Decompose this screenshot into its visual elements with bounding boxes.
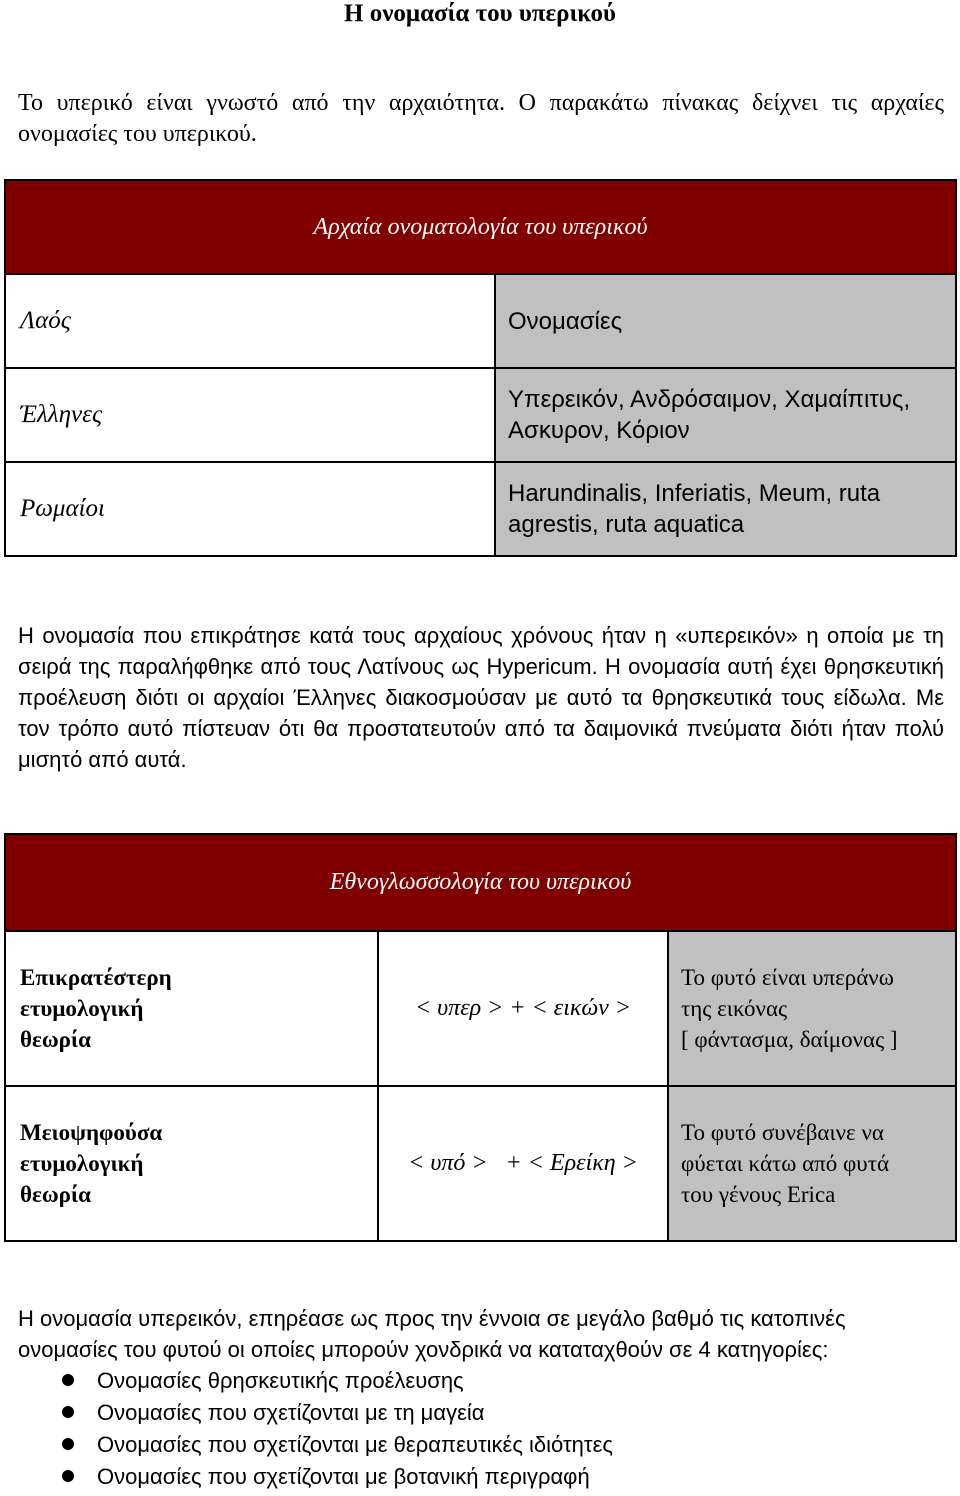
table-row xyxy=(5,931,956,1086)
formula-cell: < υπερ > + < εικών > xyxy=(378,931,668,1086)
list-item xyxy=(18,1461,944,1493)
names-cell xyxy=(495,368,956,462)
theory-cell xyxy=(5,931,378,1086)
theory-line: θεωρία xyxy=(20,1182,91,1207)
bullet-icon xyxy=(62,1438,74,1450)
table-row xyxy=(5,368,956,462)
names-line: Ασκυρον, Κόριον xyxy=(508,417,690,444)
table-row xyxy=(5,1086,956,1241)
intro-paragraph: Το υπερικό είναι γνωστό από την αρχαιότητα. Ο παρακάτω πίνακας δείχνει τις αρχαίες ονομασίες του υπερικού. xyxy=(18,90,944,147)
list-item xyxy=(18,1365,944,1397)
meaning-line: Το φυτό είναι υπεράνω xyxy=(681,965,894,990)
theory-line: Μειοψηφούσα xyxy=(20,1120,163,1145)
list-item-label: Ονομασίες που σχετίζονται με βοτανική περιγραφή xyxy=(97,1464,590,1489)
meaning-line: φύεται κάτω από φυτά xyxy=(681,1151,889,1176)
names-line: Harundinalis, Inferiatis, Meum, ruta xyxy=(508,480,881,507)
theory-line: θεωρία xyxy=(20,1027,91,1052)
meaning-cell xyxy=(668,1086,956,1241)
body-paragraph: Η ονομασία υπερεικόν, επηρέασε ως προς την έννοια σε μεγάλο βαθμό τις κατοπινές ονομασίες του φυτού οι οποίες μπορούν χονδρικά να καταταχθούν σε 4 κατηγορίες: xyxy=(18,1306,846,1362)
formula-cell: < υπό > + < Ερείκη > xyxy=(378,1086,668,1241)
list-item xyxy=(18,1429,944,1461)
theory-line: Επικρατέστερη xyxy=(20,965,172,990)
people-cell: Έλληνες xyxy=(5,368,495,462)
list-item xyxy=(18,1397,944,1429)
meaning-line: [ φάντασμα, δαίμονας ] xyxy=(681,1027,898,1052)
column-header-names: Ονομασίες xyxy=(495,274,956,368)
table-row xyxy=(5,462,956,556)
meaning-line: του γένους Erica xyxy=(681,1182,836,1207)
names-line: Υπερεικόν, Ανδρόσαιμον, Χαμαίπιτυς, xyxy=(508,386,911,413)
meaning-line: Το φυτό συνέβαινε να xyxy=(681,1120,884,1145)
etymology-table-caption: Εθνογλωσσολογία του υπερικού xyxy=(5,834,956,931)
bullet-icon xyxy=(62,1406,74,1418)
theory-line: ετυμολογική xyxy=(20,996,144,1021)
category-list xyxy=(18,1365,944,1493)
names-cell xyxy=(495,462,956,556)
bullet-icon xyxy=(62,1470,74,1482)
column-header-people: Λαός xyxy=(5,274,495,368)
etymology-table xyxy=(4,833,957,1242)
body-paragraph: Η ονομασία που επικράτησε κατά τους αρχαίους χρόνους ήταν η «υπερεικόν» η οποία με τη σειρά της παραλήφθηκε από τους Λατίνους ως Hypericum. Η ονομασία αυτή έχει θρησκευτική προέλευση διότι οι αρχαίοι Έλληνες διακοσμούσαν με αυτό τα θρησκευτικά τους είδωλα. Με τον τρόπο αυτό πίστευαν ότι θα προστατευτούν από τα δαιμονικά πνεύματα διότι ήταν πολύ μισητό από αυτά. xyxy=(18,623,944,772)
ancient-names-table xyxy=(4,179,957,557)
ancient-table-caption: Αρχαία ονοματολογία του υπερικού xyxy=(5,180,956,274)
meaning-cell xyxy=(668,931,956,1086)
theory-line: ετυμολογική xyxy=(20,1151,144,1176)
list-item-label: Ονομασίες που σχετίζονται με θεραπευτικές ιδιότητες xyxy=(97,1432,614,1457)
names-line: agrestis, ruta aquatica xyxy=(508,511,745,538)
list-item-label: Ονομασίες που σχετίζονται με τη μαγεία xyxy=(97,1400,485,1425)
list-item-label: Ονομασίες θρησκευτικής προέλευσης xyxy=(97,1368,464,1393)
bullet-icon xyxy=(62,1374,74,1386)
meaning-line: της εικόνας xyxy=(681,996,788,1021)
people-cell: Ρωμαίοι xyxy=(5,462,495,556)
theory-cell xyxy=(5,1086,378,1241)
categories-section xyxy=(18,1303,944,1493)
page-title: Η ονομασία του υπερικού xyxy=(344,0,616,27)
